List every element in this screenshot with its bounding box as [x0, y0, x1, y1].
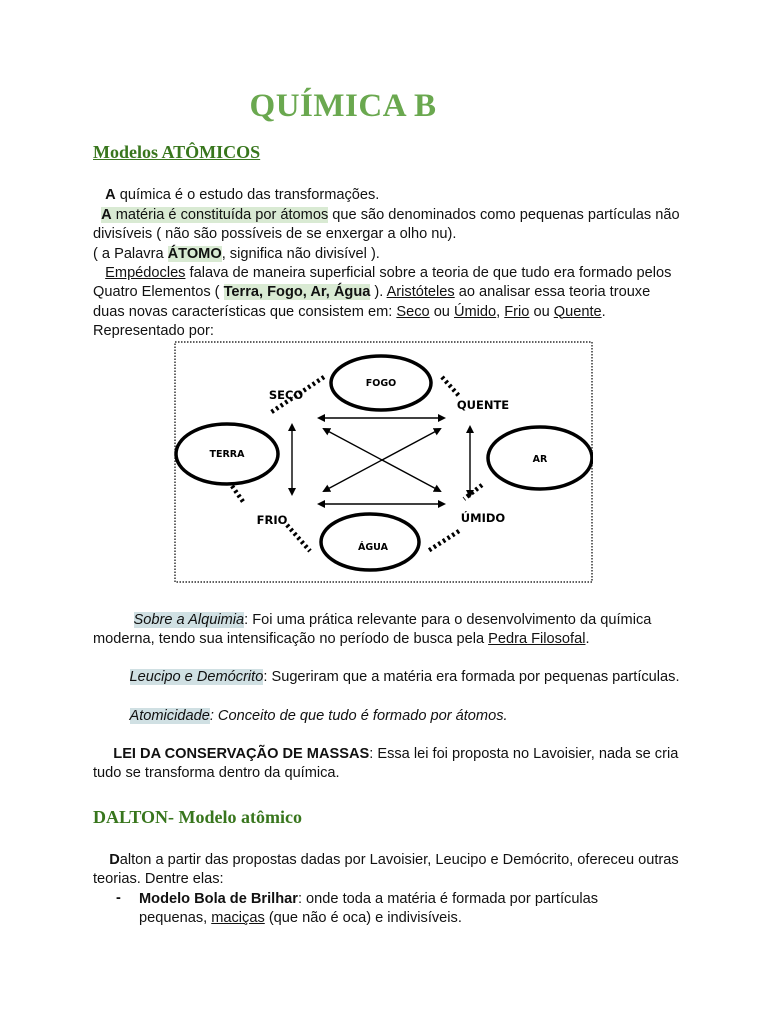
dots-frio-2 [287, 525, 310, 551]
paragraph-alquimia: Sobre a Alquimia: Foi uma prática relevante para o desenvolvimento da química moderna, tendo sua intensificação no período de busca pela Pedra Filosofal. [93, 612, 652, 648]
section-heading-dalton: DALTON- Modelo atômico [93, 807, 302, 827]
paragraph-leucipo: Leucipo e Demócrito: Sugeriram que a matéria era formada por pequenas partículas. [129, 669, 680, 685]
list-item-bola-de-bilhar: Modelo Bola de Brilhar: onde toda a matéria é formada por partículas pequenas, maciças (que não é oca) e indivisíveis. [139, 891, 599, 927]
list-bullet: - [116, 890, 121, 906]
page-title: QUÍMICA B [249, 88, 437, 124]
dots-quente [442, 377, 460, 397]
paragraph-lei: LEI DA CONSERVAÇÃO DE MASSAS: Essa lei foi proposta no Lavoisier, nada se cria tudo se transforma dentro da química. [93, 746, 679, 782]
paragraph-empedocles: Empédocles falava de maneira superficial sobre a teoria de que tudo era formado pelos Quatro Elementos ( Terra, Fogo, Ar, Água ). Aristóteles ao analisar essa teoria trouxe duas novas características que consistem em: Seco ou Úmido, Frio ou Quente. Representado por: [93, 265, 672, 339]
four-elements-diagram [174, 341, 593, 583]
paragraph-quimica: A química é o estudo das transformações. [105, 187, 380, 203]
dots-umido-2 [428, 531, 459, 551]
paragraph-dalton: Dalton a partir das propostas dadas por Lavoisier, Leucipo e Demócrito, ofereceu outras teorias. Dentre elas: [93, 852, 679, 888]
section-heading-modelos: Modelos ATÔMICOS [93, 142, 261, 162]
label-fogo: FOGO [365, 378, 397, 389]
dots-umido [464, 485, 482, 499]
dots-frio [232, 486, 244, 503]
label-quente: QUENTE [456, 398, 510, 412]
label-terra: TERRA [209, 449, 245, 460]
paragraph-atomicidade: Atomicidade: Conceito de que tudo é formado por átomos. [129, 708, 508, 724]
label-frio: FRIO [256, 513, 288, 527]
paragraph-materia: A matéria é constituída por átomos que são denominados como pequenas partículas não divisíveis ( não são possíveis de se enxergar a olho nu). ( a Palavra ÁTOMO, significa não divisível ). [93, 207, 680, 262]
label-seco: SECO [268, 388, 304, 402]
label-umido: ÚMIDO [460, 511, 506, 525]
label-ar: AR [532, 454, 548, 465]
label-agua: ÁGUA [358, 542, 388, 553]
